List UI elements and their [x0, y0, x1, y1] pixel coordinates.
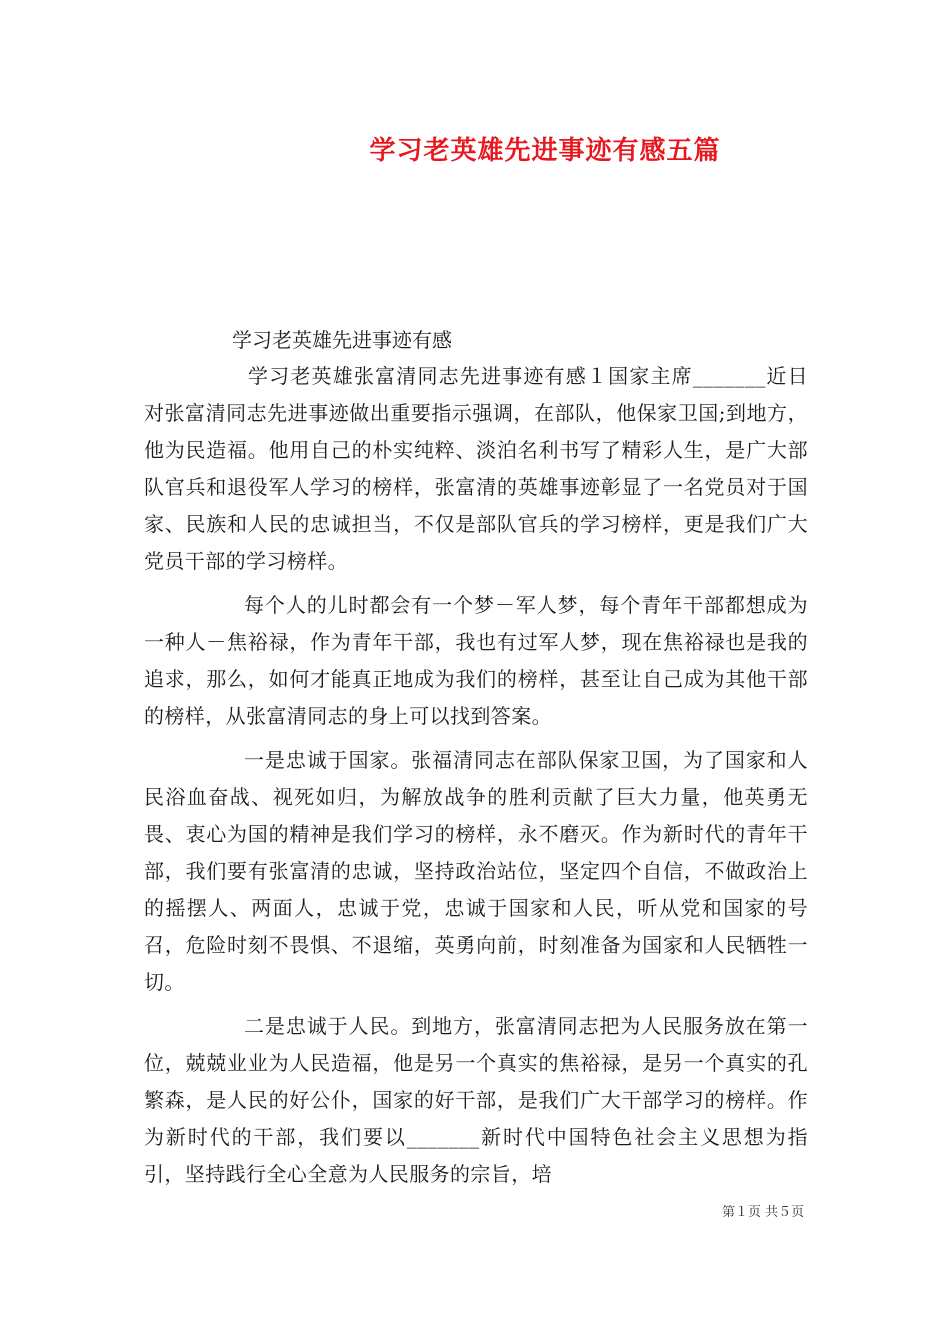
document-subtitle: 学习老英雄先进事迹有感 [232, 328, 452, 352]
document-title: 学习老英雄先进事迹有感五篇 [369, 136, 721, 166]
paragraph: 一是忠诚于国家。张福清同志在部队保家卫国，为了国家和人民浴血奋战、视死如归，为解放战争的胜利贡献了巨大力量，他英勇无畏、衷心为国的精神是我们学习的榜样，永不磨灭。作为新时代的青年干部，我们要有张富清的忠诚，坚持政治站位，坚定四个自信，不做政治上的摇摆人、两面人，忠诚于党，忠诚于国家和人民，听从党和国家的号召，危险时刻不畏惧、不退缩，英勇向前，时刻准备为国家和人民牺牲一切。 [144, 748, 808, 994]
document-body [144, 358, 808, 1200]
paragraph: 二是忠诚于人民。到地方，张富清同志把为人民服务放在第一位，兢兢业业为人民造福，他是另一个真实的焦裕禄，是另一个真实的孔繁森，是人民的好公仆，国家的好干部，是我们广大干部学习的榜样。作为新时代的干部，我们要以_______新时代中国特色社会主义思想为指引，坚持践行全心全意为人民服务的宗旨，培 [144, 1014, 808, 1186]
page-number-footer: 第１页 共５页 [722, 1205, 805, 1220]
paragraph: 每个人的儿时都会有一个梦－军人梦，每个青年干部都想成为一种人－焦裕禄，作为青年干部，我也有过军人梦，现在焦裕禄也是我的追求，那么，如何才能真正地成为我们的榜样，甚至让自己成为其他干部的榜样，从张富清同志的身上可以找到答案。 [144, 593, 808, 728]
paragraph: 学习老英雄张富清同志先进事迹有感１国家主席_______近日对张富清同志先进事迹做出重要指示强调，在部队，他保家卫国;到地方，他为民造福。他用自己的朴实纯粹、淡泊名利书写了精彩人生，是广大部队官兵和退役军人学习的榜样，张富清的英雄事迹彰显了一名党员对于国家、民族和人民的忠诚担当，不仅是部队官兵的学习榜样，更是我们广大党员干部的学习榜样。 [144, 364, 808, 573]
